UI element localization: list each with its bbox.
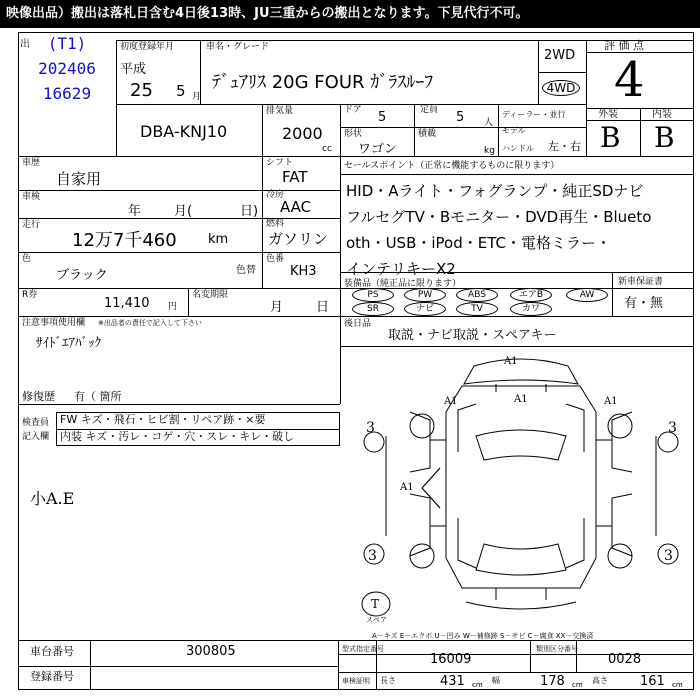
width: 178 xyxy=(540,674,565,689)
divider xyxy=(116,40,117,156)
mark-a1-left-side: A1 xyxy=(400,482,414,493)
divider xyxy=(586,40,587,156)
new-car-warranty-options: 有・無 xyxy=(624,296,664,311)
notes-sublabel: ※出品者の責任で記入して下さい xyxy=(98,319,202,327)
mark-a1-right-front: A1 xyxy=(604,396,618,407)
doors: 5 xyxy=(378,110,387,125)
repair-history-value: 有（ 箇所 xyxy=(74,390,122,403)
shape-label: 形状 xyxy=(344,129,363,139)
inspection-day: 日) xyxy=(240,204,259,219)
reg-month: 5 xyxy=(176,82,186,100)
notes-label: 注意事項使用欄 xyxy=(22,318,86,328)
inspector-handwriting: 小A.E xyxy=(30,489,75,508)
drive-2wd: 2WD xyxy=(544,48,576,63)
divider xyxy=(612,272,613,316)
new-car-warranty-label: 新車保証書 xyxy=(618,277,664,287)
registration-label: 登録番号 xyxy=(30,670,74,683)
divider xyxy=(338,672,694,673)
cc-unit: cc xyxy=(322,144,332,154)
usage-label: 車歴 xyxy=(22,158,41,168)
inspection-label: 車検 xyxy=(22,192,41,202)
yen-unit: 円 xyxy=(168,302,178,312)
capacity-label: 定員 xyxy=(420,105,439,115)
color: ブラック xyxy=(56,268,108,283)
interior-label: 内装 xyxy=(652,109,672,120)
divider xyxy=(90,640,91,690)
model-designation-label: 型式指定番号 xyxy=(342,645,384,653)
length-label: 長さ xyxy=(380,676,396,685)
displacement-label: 排気量 xyxy=(266,106,294,116)
chassis-number: 300805 xyxy=(186,644,236,659)
notice-banner: 映像出品）搬出は落札日含む4日後13時、JU三重からの搬出となります。下見代行不可。 xyxy=(0,0,700,28)
damage-legend: A－キズ E－エクボ U－凹み W－補修跡 S－サビ C－腐食 XX－交換済 xyxy=(372,632,594,640)
fuel: ガソリン xyxy=(268,230,329,248)
score-value: 4 xyxy=(614,52,645,108)
divider xyxy=(18,666,338,667)
sales-line-3: oth・USB・iPod・ETC・電格ミラー・ xyxy=(346,234,611,252)
color-change-label: 色替 xyxy=(236,265,256,276)
dealer-label: ディーラー・並行 xyxy=(502,110,566,119)
name-change-label: 名変期限 xyxy=(192,290,229,300)
handle-label: ハンドル xyxy=(502,144,534,153)
mark-3-left-front: 3 xyxy=(366,420,375,436)
reg-year: 25 xyxy=(130,80,153,101)
sales-line-1: HID・Aライト・フォグランプ・純正SDナビ xyxy=(346,182,644,200)
height-label: 高さ xyxy=(592,676,608,685)
mark-3-right-front: 3 xyxy=(668,420,677,436)
divider xyxy=(340,272,694,273)
name-grade: ﾃﾞｭｱﾘｽ 20G FOUR ｶﾞﾗｽﾙｰﾌ xyxy=(212,72,434,93)
divider xyxy=(340,174,694,175)
name-change-month: 月 xyxy=(270,300,284,315)
inspection-year: 年 xyxy=(128,204,142,219)
height: 161 xyxy=(640,674,665,689)
shift-label: シフト xyxy=(266,158,294,168)
divider xyxy=(340,104,341,156)
divider xyxy=(340,156,341,404)
fuel-label: 燃料 xyxy=(266,219,285,229)
size-label: 車検証明 xyxy=(342,677,370,685)
divider xyxy=(530,640,531,672)
equip-abs: ABS xyxy=(456,288,498,302)
shutsu-label: 出 xyxy=(20,39,30,50)
divider xyxy=(340,346,694,347)
sales-points xyxy=(346,178,651,282)
score-label: 評 価 点 xyxy=(604,39,644,52)
length: 431 xyxy=(440,674,465,689)
chassis-label: 車台番号 xyxy=(30,645,74,658)
stamp-line-2: 202406 xyxy=(38,59,96,78)
inspection-month: 月( xyxy=(174,204,193,219)
mileage-label: 走行 xyxy=(22,220,41,230)
mileage: 12万7千460 xyxy=(72,230,177,251)
divider xyxy=(538,72,586,73)
ac: AAC xyxy=(280,198,312,216)
mark-a1-roof: A1 xyxy=(514,394,528,405)
sales-line-2: フルセグTV・Bモニター・DVD再生・Blueto xyxy=(346,208,652,226)
divider xyxy=(414,104,415,156)
mark-3-left-rear: 3 xyxy=(368,548,377,564)
divider xyxy=(640,108,641,156)
ac-label: 冷房 xyxy=(266,190,285,200)
name-grade-label: 車名・グレード xyxy=(206,42,270,52)
spare-label: スペア xyxy=(366,616,387,624)
width-label: 幅 xyxy=(492,676,500,685)
divider xyxy=(338,640,339,690)
divider xyxy=(262,104,263,156)
divider xyxy=(340,127,586,128)
stamp-line-3: 16629 xyxy=(42,84,92,103)
inspector-row-2: 内装 キズ・汚レ・コゲ・穴・スレ・キレ・破し xyxy=(60,430,295,443)
mark-a1-left-front: A1 xyxy=(444,396,458,407)
divider xyxy=(498,104,499,156)
color-number-label: 色番 xyxy=(266,254,285,264)
model-designation: 16009 xyxy=(430,652,472,667)
repair-history-label: 修復歴 xyxy=(22,390,55,403)
mark-t-spare: T xyxy=(371,597,380,611)
cargo-label: 積載 xyxy=(418,129,437,139)
displacement: 2000 xyxy=(282,124,323,143)
divider xyxy=(18,190,340,191)
name-change-day: 日 xyxy=(316,300,330,315)
model-code: DBA-KNJ10 xyxy=(140,122,228,141)
inspector-row-1: FW キズ・飛石・ヒビ割・リペア跡・×要 xyxy=(60,413,266,426)
usage: 自家用 xyxy=(56,170,102,188)
equip-leather: カワ xyxy=(510,302,552,316)
height-unit: cm xyxy=(672,681,683,689)
doors-label: ドア xyxy=(344,105,362,115)
inspector-label-1: 検査員 xyxy=(22,418,50,428)
stamp-line-1: (T1) xyxy=(47,34,87,53)
equip-sr: SR xyxy=(352,302,394,316)
color-number: KH3 xyxy=(290,264,317,279)
equip-navi: ナビ xyxy=(404,302,446,316)
shift: FAT xyxy=(282,168,308,186)
sales-line-4: インテリキーX2 xyxy=(346,260,456,278)
equip-tv: TV xyxy=(456,302,498,316)
equip-aw: AW xyxy=(566,288,608,302)
car-damage-diagram xyxy=(346,348,692,624)
category-number: 0028 xyxy=(608,652,642,667)
shape: ワゴン xyxy=(358,142,398,157)
after-delivery-items: 取説・ナビ取説・スペアキー xyxy=(388,328,557,343)
divider xyxy=(340,316,694,317)
km-unit: km xyxy=(208,232,229,247)
equipment-label: 装備品（純正品に限ります） xyxy=(344,279,462,289)
divider xyxy=(18,640,694,641)
recycle-label: R券 xyxy=(22,290,38,300)
category-label: 類別区分番号 xyxy=(536,645,578,653)
lot-stamp xyxy=(20,34,114,103)
notes-text: ｻｲﾄﾞｴｱﾊﾞｯｸ xyxy=(36,336,101,351)
inspector-label-2: 記入欄 xyxy=(22,432,50,442)
model-label: モデル xyxy=(502,126,526,135)
equip-airbag: エアB xyxy=(510,288,552,302)
mark-3-right-rear: 3 xyxy=(664,548,673,564)
divider xyxy=(188,288,189,316)
first-reg-label: 初度登録年月 xyxy=(120,42,175,52)
handle-options: 左・右 xyxy=(548,140,581,153)
mark-a1-front: A1 xyxy=(504,356,518,367)
capacity: 5 xyxy=(456,110,465,125)
people-unit: 人 xyxy=(484,118,494,128)
drive-4wd-label: 4WD xyxy=(546,81,576,95)
drive-4wd xyxy=(542,80,580,96)
exterior-grade: B xyxy=(600,121,621,154)
sales-points-label: セールスポイント（正常に機能するものに限ります） xyxy=(344,161,560,171)
length-unit: cm xyxy=(472,681,483,689)
interior-grade: B xyxy=(654,121,675,154)
recycle-fee: 11,410 xyxy=(104,296,150,311)
exterior-label: 外装 xyxy=(598,109,618,120)
era: 平成 xyxy=(120,62,147,77)
divider xyxy=(18,252,340,253)
divider xyxy=(18,316,340,317)
width-unit: cm xyxy=(572,681,583,689)
equip-pw: PW xyxy=(404,288,446,302)
month-unit: 月 xyxy=(192,92,202,102)
divider xyxy=(262,156,263,288)
after-delivery-label: 後日品 xyxy=(344,319,372,329)
equip-ps: PS xyxy=(352,288,394,302)
divider xyxy=(18,404,340,405)
color-label: 色 xyxy=(22,254,32,264)
kg-unit: kg xyxy=(484,146,495,156)
divider xyxy=(18,156,694,157)
